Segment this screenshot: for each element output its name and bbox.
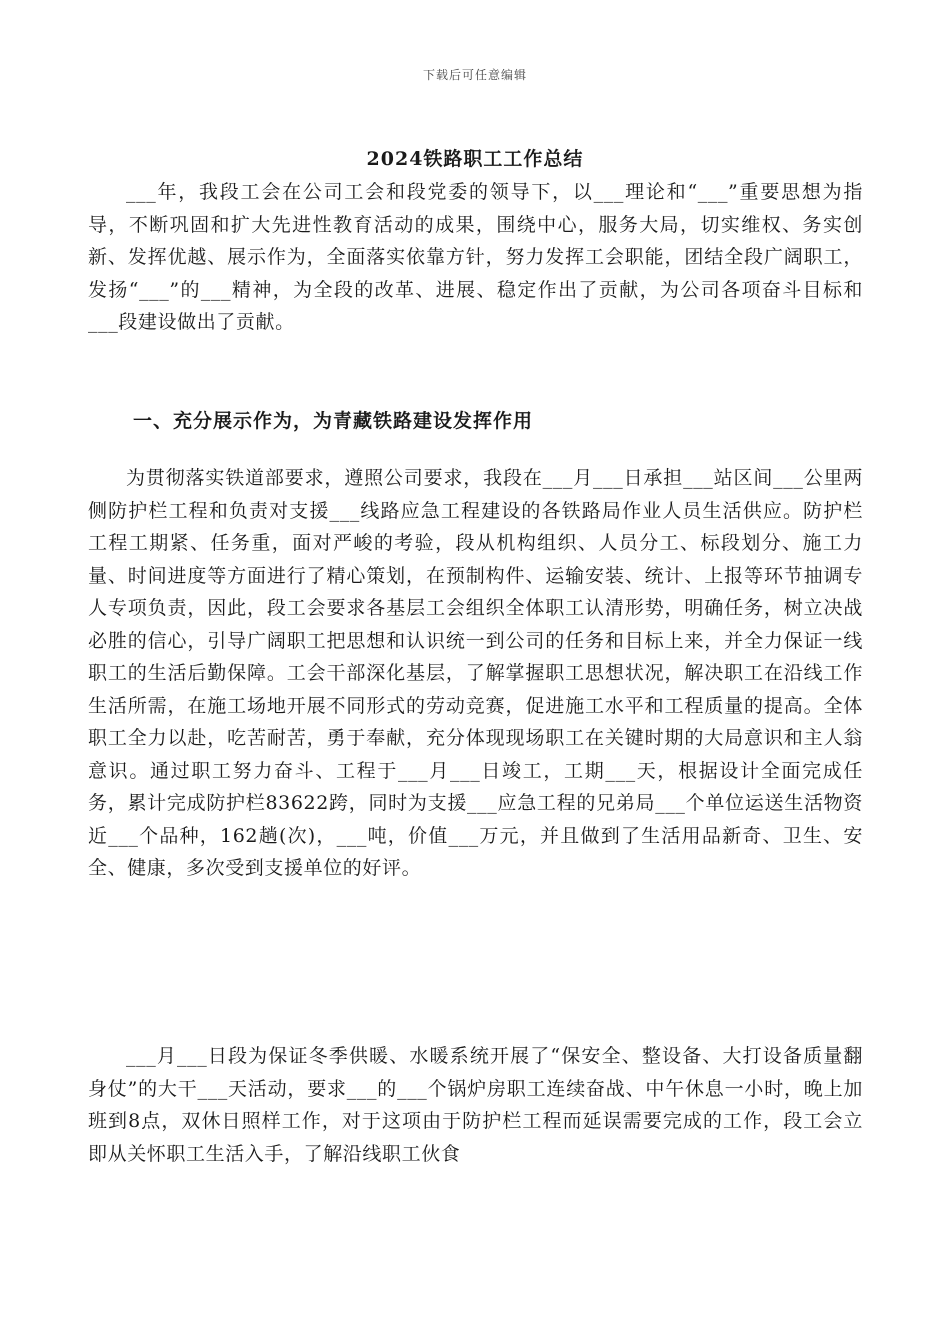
intro-paragraph: ___年，我段工会在公司工会和段党委的领导下，以___理论和“___”重要思想为指导，不断巩固和扩大先进性教育活动的成果，围绕中心，服务大局，切实维权、务实创新、发挥优越、展示作为，全面落实依靠方针，努力发挥工会职能，团结全段广阔职工，发扬“___”的___精神，为全段的改革、进展、稳定作出了贡献，为公司各项奋斗目标和___段建设做出了贡献。 [88,181,863,333]
section1-paragraph-2: ___月___日段为保证冬季供暖、水暖系统开展了“保安全、整设备、大打设备质量翻身仗”的大干___天活动，要求___的___个锅炉房职工连续奋战、中午休息一小时，晚上加班到8点，双休日照样工作，对于这项由于防护栏工程而延误需要完成的工作，段工会立即从关怀职工生活入手，了解沿线职工伙食 [88,1045,863,1165]
section-heading-1: 一、充分展示作为，为青藏铁路建设发挥作用 [133,410,534,432]
section1-paragraph-1: 为贯彻落实铁道部要求，遵照公司要求，我段在___月___日承担___站区间___公里两侧防护栏工程和负责对支援___线路应急工程建设的各铁路局作业人员生活供应。防护栏工程工期紧、任务重，面对严峻的考验，段从机构组织、人员分工、标段划分、施工力量、时间进度等方面进行了精心策划，在预制构件、运输安装、统计、上报等环节抽调专人专项负责，因此，段工会要求各基层工会组织全体职工认清形势，明确任务，树立决战必胜的信心，引导广阔职工把思想和认识统一到公司的任务和目标上来，并全力保证一线职工的生活后勤保障。工会干部深化基层，了解掌握职工思想状况，解决职工在沿线工作生活所需，在施工场地开展不同形式的劳动竞赛，促进施工水平和工程质量的提高。全体职工全力以赴，吃苦耐苦，勇于奉献，充分体现现场职工在关键时期的大局意识和主人翁意识。通过职工努力奋斗、工程于___月___日竣工，工期___天，根据设计全面完成任务，累计完成防护栏83622跨，同时为支援___应急工程的兄弟局___个单位运送生活物资近___个品种，162趟(次)，___吨，价值___万元，并且做到了生活用品新奇、卫生、安全、健康，多次受到支援单位的好评。 [88,467,863,879]
document-title: 2024铁路职工工作总结 [366,148,584,170]
header-note: 下载后可任意编辑 [422,68,527,82]
